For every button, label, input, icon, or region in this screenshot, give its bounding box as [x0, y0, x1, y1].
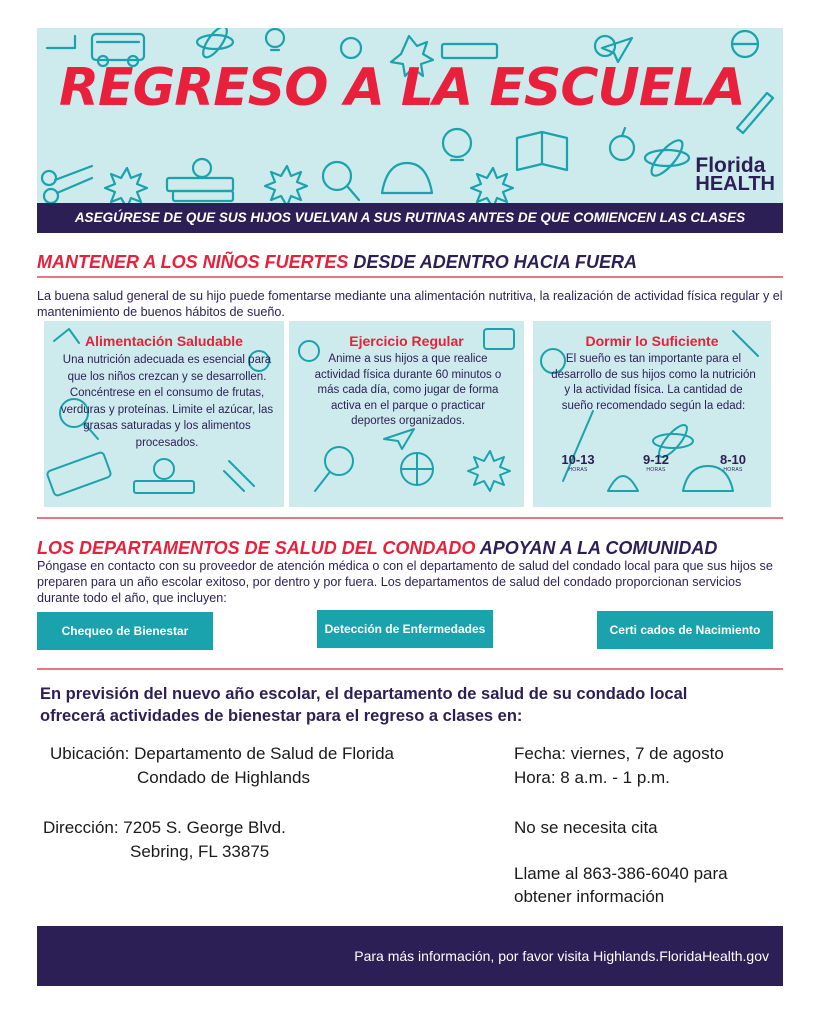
location-line-2: Condado de Highlands: [137, 768, 310, 787]
location-line-1: Ubicación: Departamento de Salud de Florida: [50, 744, 394, 763]
panel-nutrition: [44, 321, 284, 507]
sleep-hours-unit: HORAS: [568, 467, 588, 473]
page-title: REGRESO A LA ESCUELA: [59, 58, 745, 118]
footer-bar: [37, 926, 783, 986]
appointment-note: No se necesita cita: [514, 818, 658, 837]
subtitle-bar: ASEGÚRESE DE QUE SUS HIJOS VUELVAN A SUS RUTINAS ANTES DE QUE COMIENCEN LAS CLASES: [37, 203, 783, 233]
phone-line-2: obtener información: [514, 887, 665, 906]
section2-heading: [37, 538, 717, 559]
panel-sleep-text: El sueño es tan importante para el desarrollo de sus hijos como la nutrición y la actividad física. La cantidad de sueño recomendado según la edad:: [551, 353, 756, 412]
section2-heading-red: LOS DEPARTAMENTOS DE SALUD DEL CONDADO: [37, 538, 476, 558]
sleep-hours-unit: HORAS: [646, 467, 666, 473]
disease-screening-button[interactable]: Detección de Enfermedades: [317, 610, 493, 648]
section-divider: [37, 517, 783, 519]
wellness-checkup-button[interactable]: Chequeo de Bienestar: [37, 612, 213, 650]
header-banner: [37, 28, 783, 203]
panel-exercise-text: Anime a sus hijos a que realice actividad física durante 60 minutos o más cada día, como jugar de forma activa en el parque o practicar deportes organizados.: [314, 353, 502, 427]
logo-line-1: Florida: [695, 154, 766, 177]
panel-sleep: [533, 321, 771, 507]
panel-exercise: [289, 321, 524, 507]
section1-heading-red: MANTENER A LOS NIÑOS FUERTES: [37, 252, 349, 272]
birth-certificates-button[interactable]: Certi cados de Nacimiento: [597, 611, 773, 649]
address-line-2: Sebring, FL 33875: [130, 842, 270, 861]
section2-heading-navy: APOYAN A LA COMUNIDAD: [479, 538, 718, 558]
panel-nutrition-title: Alimentación Saludable: [85, 333, 243, 349]
section-divider: [37, 668, 783, 670]
event-intro: En previsión del nuevo año escolar, el departamento de salud de su condado local ofrecerá actividades de bienestar para el regreso a clases en:: [40, 685, 688, 725]
sleep-hours-item: [551, 452, 605, 473]
section1-intro: La buena salud general de su hijo puede fomentarse mediante una alimentación nutritiva, la realización de actividad física regular y el mantenimiento de buenos hábitos de sueño.: [37, 289, 783, 319]
sleep-hours-value: 8-10: [719, 452, 747, 467]
panel-exercise-title: Ejercicio Regular: [349, 333, 464, 349]
event-date: Fecha: viernes, 7 de agosto: [514, 744, 724, 763]
logo-line-2: HEALTH: [695, 173, 775, 195]
footer-link-text[interactable]: Para más información, por favor visita Highlands.FloridaHealth.gov: [354, 948, 769, 964]
sleep-hours-value: 10-13: [561, 452, 595, 467]
section1-heading-navy: DESDE ADENTRO HACIA FUERA: [353, 252, 638, 272]
sleep-hours-item: [629, 452, 683, 473]
section2-intro: Póngase en contacto con su proveedor de atención médica o con el departamento de salud del condado local para que sus hijos se preparen para un año escolar exitoso, por dentro y por fuera. Los departamentos de salud del condado proporcionan servicios durante todo el año, que incluyen:: [37, 559, 773, 605]
sleep-hours-unit: HORAS: [723, 467, 743, 473]
sleep-hours-value: 9-12: [642, 452, 670, 467]
address-line-1: Dirección: 7205 S. George Blvd.: [43, 818, 286, 837]
section1-heading: [37, 252, 637, 273]
sleep-hours-item: [706, 452, 760, 473]
florida-health-logo: [695, 156, 775, 194]
event-time: Hora: 8 a.m. - 1 p.m.: [514, 768, 670, 787]
section-divider: [37, 276, 783, 278]
phone-line-1: Llame al 863-386-6040 para: [514, 864, 728, 883]
panel-sleep-title: Dormir lo Suficiente: [585, 333, 719, 349]
panel-nutrition-text: Una nutrición adecuada es esencial para que los niños crezcan y se desarrollen. Concéntrese en el consumo de frutas, verduras y proteínas. Limite el azúcar, las grasas saturadas y los alimentos procesados.: [60, 354, 274, 449]
